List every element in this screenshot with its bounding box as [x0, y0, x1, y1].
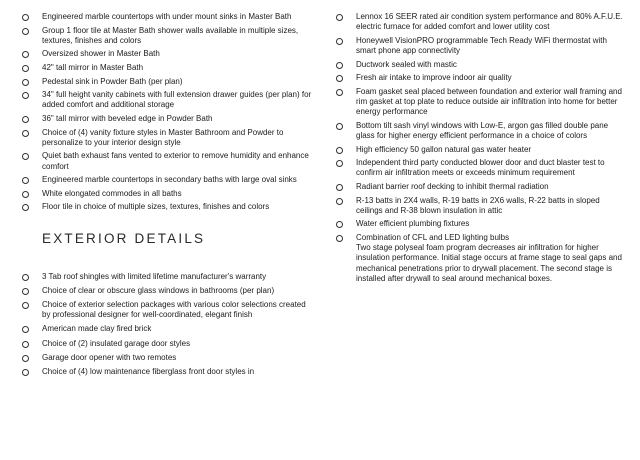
- left-column: [20, 0, 316, 381]
- bullet-icon: [22, 204, 29, 211]
- list-item: White elongated commodes in all baths: [20, 189, 316, 199]
- list-item: Oversized shower in Master Bath: [20, 49, 316, 59]
- bullet-icon: [336, 62, 343, 69]
- list-item: Choice of (4) vanity fixture styles in Master Bathroom and Powder to personalize to your interior design style: [20, 128, 316, 148]
- bullet-icon: [336, 75, 343, 82]
- bullet-icon: [336, 160, 343, 167]
- list-item: High efficiency 50 gallon natural gas water heater: [334, 145, 628, 155]
- right-column: [334, 0, 628, 287]
- list-item: 42" tall mirror in Master Bath: [20, 63, 316, 73]
- polyseal-paragraph: Two stage polyseal foam program decreases air infiltration for higher insulation performance. Initial stage occurs at frame stage to seal gaps and mechanical penetrations prior to drywall placement. The second stage is installed after drywall to seal around mechanical boxes.: [356, 243, 622, 283]
- bullet-icon: [22, 274, 29, 281]
- bullet-icon: [336, 147, 343, 154]
- list-item: Engineered marble countertops in secondary baths with large oval sinks: [20, 175, 316, 185]
- list-item: Choice of exterior selection packages with various color selections created by professional designer for well-coordinated, elegant finish: [20, 300, 316, 320]
- list-item: Choice of clear or obscure glass windows in bathrooms (per plan): [20, 286, 316, 296]
- list-item: Ductwork sealed with mastic: [334, 60, 628, 70]
- list-item: American made clay fired brick: [20, 324, 316, 334]
- bullet-icon: [336, 123, 343, 130]
- bullet-icon: [22, 28, 29, 35]
- bullet-icon: [336, 38, 343, 45]
- list-item: Foam gasket seal placed between foundation and exterior wall framing and rim gasket at top plate to reduce outside air infiltration into home for better energy performance: [334, 87, 628, 118]
- list-item: 3 Tab roof shingles with limited lifetime manufacturer's warranty: [20, 272, 316, 282]
- list-item: Group 1 floor tile at Master Bath shower walls available in multiple sizes, textures, finishes and colors: [20, 26, 316, 46]
- list-item: Floor tile in choice of multiple sizes, textures, finishes and colors: [20, 202, 316, 212]
- bullet-icon: [22, 191, 29, 198]
- list-item: Choice of (2) insulated garage door styles: [20, 339, 316, 349]
- bullet-icon: [22, 326, 29, 333]
- bullet-icon: [22, 341, 29, 348]
- list-item: Lennox 16 SEER rated air condition system performance and 80% A.F.U.E. electric furnace for added comfort and lower utility cost: [334, 12, 628, 32]
- bullet-icon: [336, 14, 343, 21]
- mechanical-features-list: [334, 12, 628, 284]
- list-item: 34" full height vanity cabinets with full extension drawer guides (per plan) for added comfort and additional storage: [20, 90, 316, 110]
- bullet-icon: [22, 14, 29, 21]
- bullet-icon: [22, 355, 29, 362]
- list-item: Choice of (4) low maintenance fiberglass front door styles in: [20, 367, 316, 377]
- list-item: Combination of CFL and LED lighting bulbs Two stage polyseal foam program decreases air infiltration for higher insulation performance. Initial stage occurs at frame stage to seal gaps and mechanical penetrations prior to drywall placement. The second stage is installed after drywall to seal around mechanical boxes.: [334, 233, 628, 284]
- list-item: Engineered marble countertops with under mount sinks in Master Bath: [20, 12, 316, 22]
- bullet-icon: [22, 153, 29, 160]
- list-item: 36" tall mirror with beveled edge in Powder Bath: [20, 114, 316, 124]
- bullet-icon: [336, 221, 343, 228]
- bullet-icon: [22, 92, 29, 99]
- bullet-icon: [336, 198, 343, 205]
- list-item: Water efficient plumbing fixtures: [334, 219, 628, 229]
- list-item: Independent third party conducted blower door and duct blaster test to confirm air infiltration meets or exceeds minimum requirement: [334, 158, 628, 178]
- bullet-icon: [22, 51, 29, 58]
- list-item: R-13 batts in 2X4 walls, R-19 batts in 2X6 walls, R-22 batts in sloped ceilings and R-38 blown insulation in attic: [334, 196, 628, 216]
- interior-features-list: [20, 12, 316, 213]
- bullet-icon: [22, 65, 29, 72]
- list-item: Honeywell VisionPRO programmable Tech Ready WiFi thermostat with smart phone app connectivity: [334, 36, 628, 56]
- bullet-icon: [22, 130, 29, 137]
- exterior-features-list: [20, 272, 316, 378]
- bullet-icon: [22, 177, 29, 184]
- list-item: Quiet bath exhaust fans vented to exterior to remove humidity and enhance comfort: [20, 151, 316, 171]
- list-item: Garage door opener with two remotes: [20, 353, 316, 363]
- bullet-icon: [336, 89, 343, 96]
- bullet-icon: [22, 302, 29, 309]
- bullet-icon: [336, 235, 343, 242]
- bullet-icon: [22, 369, 29, 376]
- exterior-details-heading: EXTERIOR DETAILS: [42, 230, 206, 246]
- list-item: Radiant barrier roof decking to inhibit thermal radiation: [334, 182, 628, 192]
- bullet-icon: [22, 79, 29, 86]
- bullet-icon: [22, 116, 29, 123]
- list-item: Bottom tilt sash vinyl windows with Low-E, argon gas filled double pane glass for higher energy efficient performance in a choice of colors: [334, 121, 628, 141]
- bullet-icon: [22, 288, 29, 295]
- list-item: Fresh air intake to improve indoor air quality: [334, 73, 628, 83]
- list-item: Pedestal sink in Powder Bath (per plan): [20, 77, 316, 87]
- bullet-icon: [336, 184, 343, 191]
